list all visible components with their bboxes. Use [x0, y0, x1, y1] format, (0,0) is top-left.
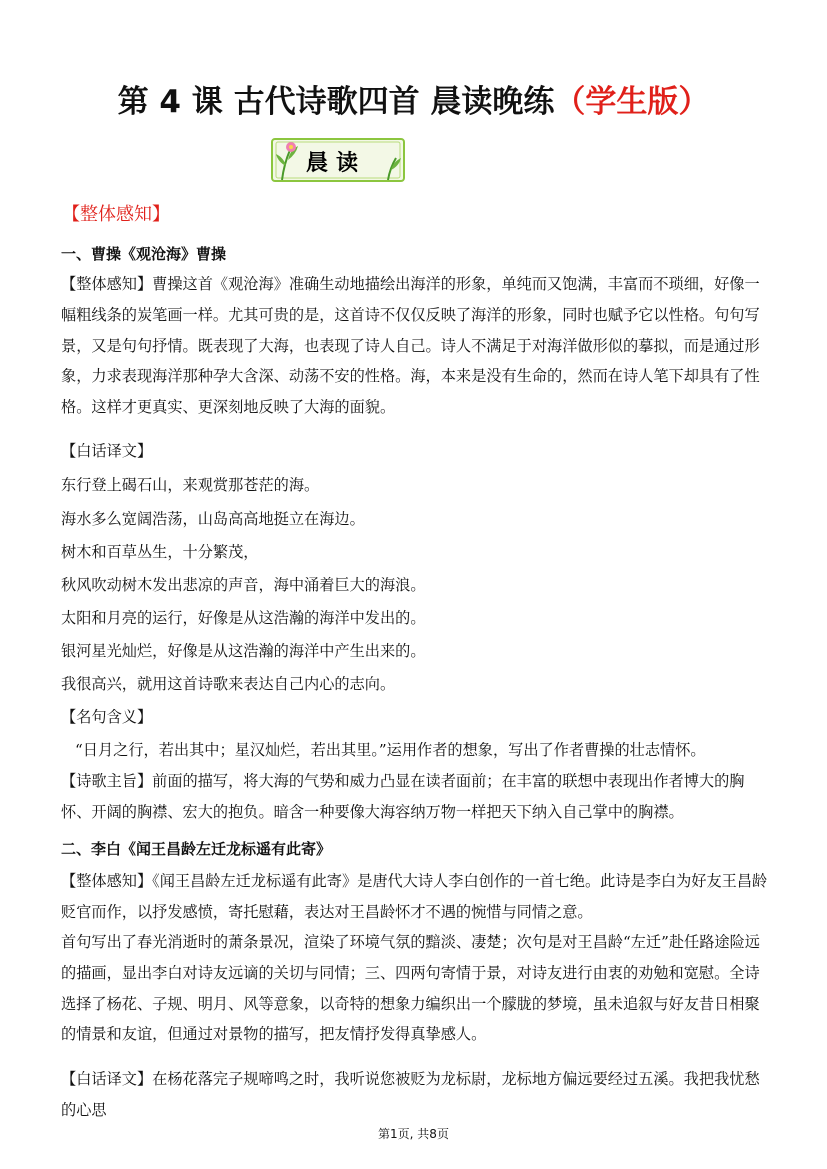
translation-line: 东行登上碣石山，来观赏那苍茫的海。: [61, 476, 320, 494]
overall-heading: 【整体感知】: [62, 204, 170, 225]
title-suffix: （学生版）: [554, 84, 710, 120]
section1-overall: 【整体感知】曹操这首《观沧海》准确生动地描绘出海洋的形象，单纯而又饱满，丰富而不琐细，好像一幅粗线条的炭笔画一样。尤其可贵的是，这首诗不仅仅反映了海洋的形象，同时也赋予它以性格。句句写景，又是句句抒情。既表现了大海，也表现了诗人自己。诗人不满足于对海洋做形似的摹拟，而是通过形象，力求表现海洋那种孕大含深、动荡不安的性格。海，本来是没有生命的，然而在诗人笔下却具有了性格。这样才更真实、更深刻地反映了大海的面貌。: [61, 275, 760, 417]
translation-line: 树木和百草丛生，十分繁茂，: [61, 543, 259, 561]
section1-heading: 一、曹操《观沧海》曹操: [61, 245, 227, 263]
title-main: 第 4 课 古代诗歌四首 晨读晚练: [117, 84, 555, 120]
translation-line: 秋风吹动树木发出悲凉的声音，海中涌着巨大的海浪。: [61, 576, 426, 594]
page-footer: 第1页, 共8页: [378, 1127, 449, 1141]
translation-line: 我很高兴，就用这首诗歌来表达自己内心的志向。: [61, 675, 396, 693]
section2-analysis: 首句写出了春光消逝时的萧条景况，渲染了环境气氛的黯淡、凄楚；次句是对王昌龄“左迁”赴任路途险远的描画，显出李白对诗友远谪的关切与同情；三、四两句寄情于景，对诗友进行由衷的劝勉和宽慰。全诗选择了杨花、子规、明月、风等意象，以奇特的想象力编织出一个朦胧的梦境，虽未追叙与好友昔日相聚的情景和友谊，但通过对景物的描写，把友情抒发得真挚感人。: [61, 933, 760, 1044]
quote-label: 【名句含义】: [61, 708, 153, 726]
translation-line: 银河星光灿烂，好像是从这浩瀚的海洋中产生出来的。: [61, 642, 426, 660]
section1-theme: 【诗歌主旨】前面的描写，将大海的气势和威力凸显在读者面前；在丰富的联想中表现出作者博大的胸怀、开阔的胸襟、宏大的抱负。暗含一种要像大海容纳万物一样把天下纳入自己掌中的胸襟。: [61, 772, 745, 821]
section2-overall: 【整体感知】《闻王昌龄左迁龙标遥有此寄》是唐代大诗人李白创作的一首七绝。此诗是李白为好友王昌龄贬官而作，以抒发感愤，寄托慰藉，表达对王昌龄怀才不遇的惋惜与同情之意。: [61, 872, 768, 921]
section1-translation-label: 【白话译文】: [61, 442, 153, 460]
morning-reading-badge: [268, 136, 406, 184]
page-title: [0, 76, 827, 121]
translation-line: 海水多么宽阔浩荡，山岛高高地挺立在海边。: [61, 510, 365, 528]
badge-label: 晨读: [306, 150, 367, 176]
famous-quote: “日月之行，若出其中；星汉灿烂，若出其里。”运用作者的想象，写出了作者曹操的壮志情怀。: [75, 741, 706, 759]
section2-heading: 二、李白《闻王昌龄左迁龙标遥有此寄》: [61, 840, 332, 858]
translation-line: 太阳和月亮的运行，好像是从这浩瀚的海洋中发出的。: [61, 609, 426, 627]
section2-translation: 【白话译文】在杨花落完子规啼鸣之时，我听说您被贬为龙标尉，龙标地方偏远要经过五溪。我把我忧愁的心思: [61, 1070, 760, 1119]
